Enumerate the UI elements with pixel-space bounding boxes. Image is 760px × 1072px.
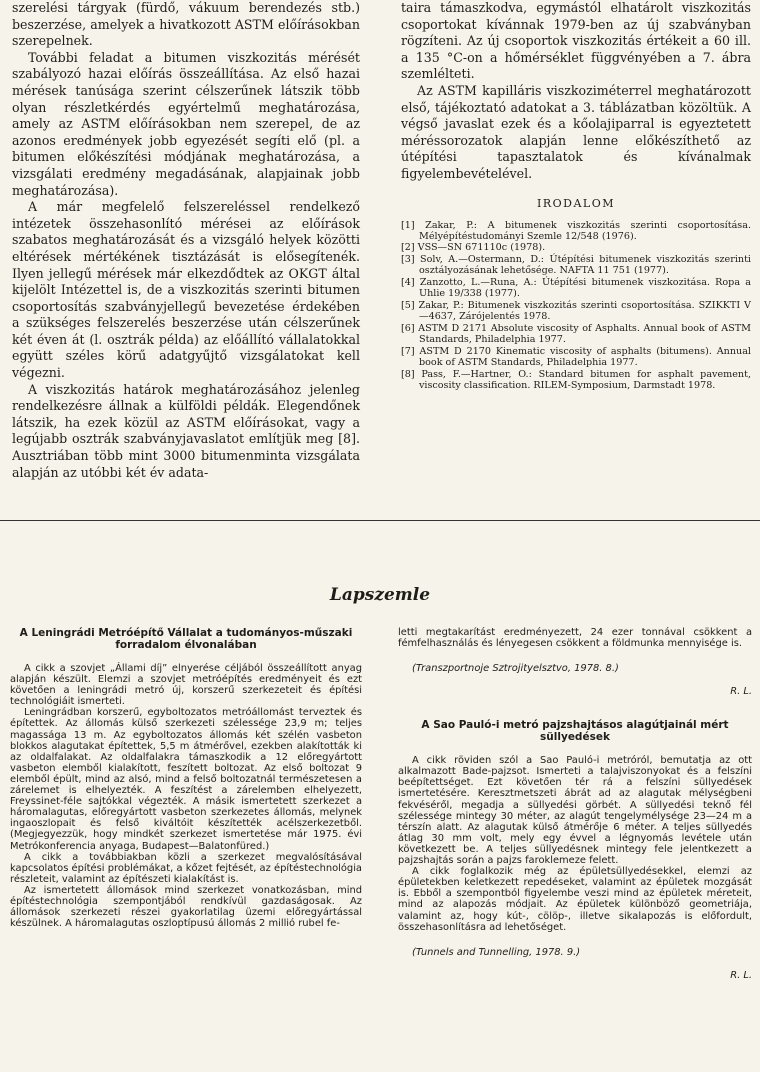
article-author: R. L. [730, 969, 752, 981]
paragraph: Az ismertetett állomások mind szerkezet vonatkozásban, mind építéstechnológia szempontjából rendkívül gazdaságosak. Az állomások szerkezeti részei gyakorlatilag üzemi előregyártással készülnek. A háromalagutas oszloptípusú állomás 2 millió rubel fe- [10, 884, 362, 930]
paragraph: letti megtakarítást eredményezett, 24 ezer tonnával csökkent a fémfelhasználás és lényegesen csökkent a földmunka mennyisége is. [398, 627, 752, 650]
paragraph: szerelési tárgyak (fürdő, vákuum berendezés stb.) beszerzése, amelyek a hivatkozott ASTM előírásokban szerepelnek. [12, 0, 360, 49]
reference-item: [1] Zakar, P.: A bitumenek viszkozitás szerinti csoportosítása. Mélyépítéstudományi Szemle 12/548 (1976). [401, 219, 751, 242]
article-source: (Tunnels and Tunnelling, 1978. 9.) [412, 946, 581, 958]
article-source: (Transzportnoje Sztrojityelsztvo, 1978. 8.) [412, 663, 619, 675]
reference-list [401, 220, 751, 392]
paragraph: taira támaszkodva, egymástól elhatárolt viszkozitás csoportokat kívánnak 1979-ben az új szabványban rögzíteni. Az új csoportok viszkozitás értékeit a 60 ill. a 135 °C-on a hőmérséklet függvényében a 7. ábra szemlélteti. [401, 0, 751, 82]
reference-item: [7] ASTM D 2170 Kinematic viscosity of asphalts (bitumens). Annual book of ASTM Standards, Philadelphia 1977. [401, 345, 751, 368]
reference-item: [3] Solv, A.—Ostermann, D.: Útépítési bitumenek viszkozitás szerinti osztályozásának lehetősége. NAFTA 11 751 (1977). [401, 254, 751, 277]
paragraph: Leningrádban korszerű, egyboltozatos metróállomást terveztek és építettek. Az állomás külső szerkezeti szélessége 23,9 m; teljes magassága 13 m. Az egyboltozatos állomás két szélén vasbeton blokkos alagutakat építettek, 5,5 m átmérővel, ezekben alakították ki az oldalfalakat. Az oldalfalakra támaszkodik a 12 előregyártott vasbeton elemből kialakított, feszített boltozat. Az első boltozat 9 elemből épült, mind az alsó, mind a felső boltozatnál természetesen a zárelemet is elhelyezték. A feszítést a zárelemben elhelyezett, Freyssinet-féle sajtókkal végezték. A másik ismertetett szerkezet a háromalagutas, előregyártott vasbeton szerkezetes állomás, melynek ingaoszlopait és felső kiváltóit készítették acélszerkezetből. (Megjegyezzük, hogy mindkét szerkezet ismertetése már 1975. évi Metrókonferencia anyaga, Budapest—Balatonfüred.) [10, 707, 362, 852]
reference-item: [8] Pass, F.—Hartner, O.: Standard bitumen for asphalt pavement, viscosity classification. RILEM-Symposium, Darmstadt 1978. [401, 368, 751, 391]
paragraph: Az ASTM kapilláris viszkoziméterrel meghatározott első, tájékoztató adatokat a 3. táblázatban közöltük. A végső javaslat ezek és a kőolajiparral is egyeztetett méréssorozatok alapján lenne előkészíthető az útépítési tapasztalatok és kívánalmak figyelembevételével. [401, 82, 751, 181]
references-title: IRODALOM [537, 196, 615, 210]
reference-item: [6] ASTM D 2171 Absolute viscosity of Asphalts. Annual book of ASTM Standards, Philadelphia 1977. [401, 322, 751, 346]
article-title: A Sao Pauló-i metró pajzshajtásos alagútjainál mért süllyedések [421, 719, 729, 744]
reference-item: [4] Zanzotto, L.—Runa, A.: Útépítési bitumenek viszkozitása. Ropa a Uhlie 19/338 (1977). [401, 277, 751, 300]
section-divider [0, 520, 760, 521]
paragraph: A cikk foglalkozik még az épületsüllyedésekkel, elemzi az épületekben keletkezett repedéseket, valamint az épületek mozgását is. Ebből a szempontból figyelembe veszi mind az épületek méreteit, mind az alapozás módjait. Az épületek különböző geometriája, valamint az, hogy kút-, cölöp-, illetve sikalapozás is előfordult, összehasonlításra ad lehetőséget. [398, 866, 752, 933]
article-title: A Leningrádi Metróépítő Vállalat a tudományos-műszaki forradalom élvonalában [19, 627, 353, 651]
paragraph: A viszkozitás határok meghatározásához jelenleg rendelkezésre állnak a külföldi példák. Elegendőnek látszik, ha ezek közül az ASTM előírásokat, vagy a legújabb osztrák szabványjavaslatot említjük meg [8]. Ausztriában több mint 3000 bitumenminta vizsgálata alapján az utóbbi két év adata- [12, 381, 360, 480]
section-title: Lapszemle [329, 585, 431, 605]
top-left-column [12, 0, 360, 481]
bottom-right-column [398, 627, 752, 981]
paragraph: A cikk röviden szól a Sao Pauló-i metróról, bemutatja az ott alkalmazott Bade-pajzsot. Ismerteti a talajviszonyokat és a felszíni beépítettséget. Ezt követően tér rá a felszíni süllyedések ismertetésére. Keresztmetszeti ábrát ad az alagutak mélységbeni fekvéséről, megadja a süllyedési görbét. A süllyedési teknő fél szélessége mintegy 30 méter, az alagút tengelymélysége 23—24 m a térszín alatt. Az alagutak külső átmérője 6 méter. A teljes süllyedés átlag 30 mm volt, mely egy évvel a légnyomás levétele után következett be. A teljes süllyedésnek mintegy fele jelentkezett a pajzshajtás során a pajzs faroklemeze felett. [398, 755, 752, 867]
paragraph: A már megfelelő felszereléssel rendelkező intézetek összehasonlító mérései az előírások szabatos meghatározását és a vizsgáló helyek közötti eltérések mértékének tisztázását is elősegítenék. Ilyen jellegű mérések már elkezdődtek az OKGT által kijelölt Intézettel is, de a viszkozitás szerinti bitumen csoportosítás szabványjellegű bevezetése érdekében a szükséges felszerelés beszerzése után célszerűnek két éven át (l. osztrák példa) az előállító vállalatokkal együtt széles körű adatgyűjtő vizsgálatokat kell végezni. [12, 199, 360, 381]
bottom-left-column [10, 627, 362, 929]
paragraph: További feladat a bitumen viszkozitás mérését szabályozó hazai előírás összeállítása. Az első hazai mérések tanúsága szerint célszerűnek látszik több olyan részletkérdés egyértelmű meghatározása, amely az ASTM előírásokban nem szerepel, de az azonos eredmények jobb egyezését segíti elő (pl. a bitumen előkészítési módjának meghatározása, a vizsgálati eredmény megadásának, alapjainak jobb meghatározása). [12, 49, 360, 198]
top-right-column [401, 0, 751, 392]
paragraph: A cikk a továbbiakban közli a szerkezet megvalósításával kapcsolatos építési problémákat, a kőzet fejtését, az építéstechnológia részleteit, valamint az építészeti kialakítást is. [10, 851, 362, 885]
paragraph: A cikk a szovjet „Állami díj” elnyerése céljából összeállított anyag alapján készült. Elemzi a szovjet metróépítés eredményeit és ezt követően a leningrádi metró új, korszerű szerkezeteit és építési technológiáit ismerteti. [10, 663, 362, 708]
article-author: R. L. [730, 686, 752, 698]
reference-item: [5] Zakar, P.: Bitumenek viszkozitás szerinti csoportosítása. SZIKKTI V—4637, Zárójelentés 1978. [401, 299, 751, 323]
reference-item: [2] VSS—SN 671110c (1978). [401, 242, 546, 254]
